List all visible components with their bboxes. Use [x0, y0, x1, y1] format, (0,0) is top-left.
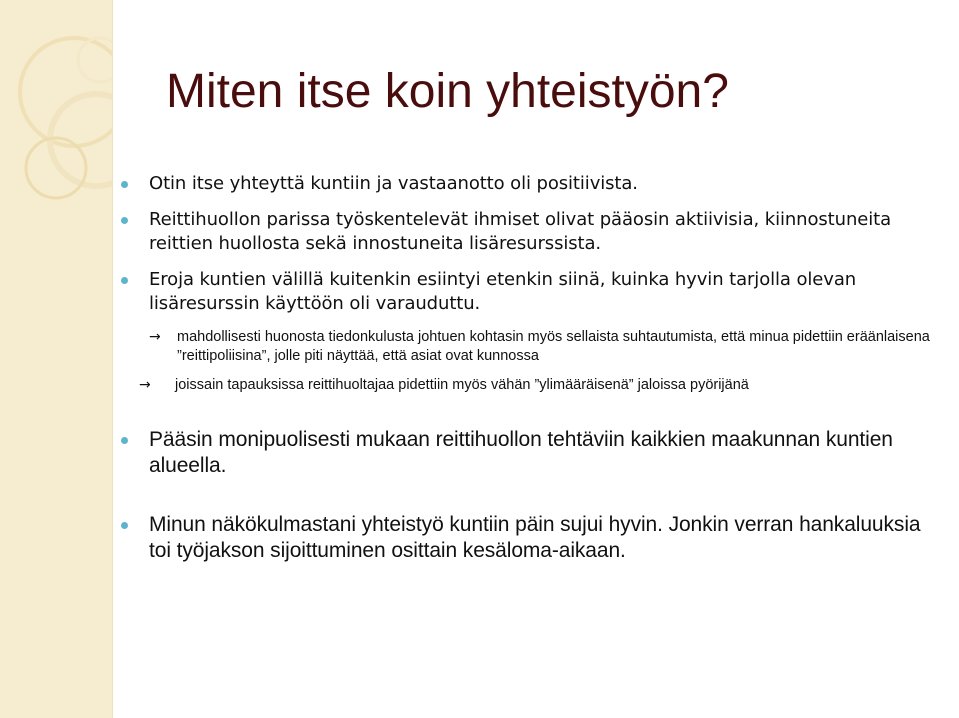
bullet-dot-icon	[121, 277, 128, 284]
arrow-right-icon: →	[149, 329, 161, 345]
sub-point	[119, 328, 947, 366]
bullet-dot-icon	[121, 181, 128, 188]
decorative-sidebar	[0, 0, 113, 718]
slide-title: Miten itse koin yhteistyön?	[166, 65, 729, 118]
bullet-text: Reittihuollon parissa työskentelevät ihmiset olivat pääosin aktiivisia, kiinnostuneita reittien huollosta sekä innostuneita lisäresurssista.	[149, 209, 892, 254]
sub-point-text: mahdollisesti huonosta tiedonkulusta johtuen kohtasin myös sellaista suhtautumista, että minua pidettiin eräänlaisena ”reittipoliisina”, jolle piti näyttää, että asiat ovat kunnossa	[177, 329, 930, 364]
arrow-right-icon: →	[139, 377, 151, 393]
slide-content	[119, 172, 947, 564]
bullet-text: Pääsin monipuolisesti mukaan reittihuollon tehtäviin kaikkien maakunnan kuntien alueella.	[149, 428, 893, 477]
bullet-item	[119, 208, 947, 256]
bullet-text: Otin itse yhteyttä kuntiin ja vastaanotto oli positiivista.	[149, 173, 638, 194]
bullet-item	[119, 512, 947, 564]
bullet-item	[119, 268, 947, 316]
bullet-text: Minun näkökulmastani yhteistyö kuntiin päin sujui hyvin. Jonkin verran hankaluuksia toi työjakson sijoittuminen osittain kesäloma-aikaan.	[149, 513, 921, 562]
bullet-text: Eroja kuntien välillä kuitenkin esiintyi etenkin siinä, kuinka hyvin tarjolla olevan lisäresurssin käyttöön oli varauduttu.	[149, 269, 857, 314]
bullet-item	[119, 172, 947, 196]
sub-point	[119, 376, 947, 395]
bullet-item	[119, 427, 947, 479]
bullet-dot-icon	[121, 437, 128, 444]
bullet-dot-icon	[121, 522, 128, 529]
bullet-dot-icon	[121, 217, 128, 224]
sub-point-text: joissain tapauksissa reittihuoltajaa pidettiin myös vähän ”ylimääräisenä” jaloissa pyörijänä	[175, 377, 749, 393]
sidebar-circles-decoration	[0, 0, 112, 718]
